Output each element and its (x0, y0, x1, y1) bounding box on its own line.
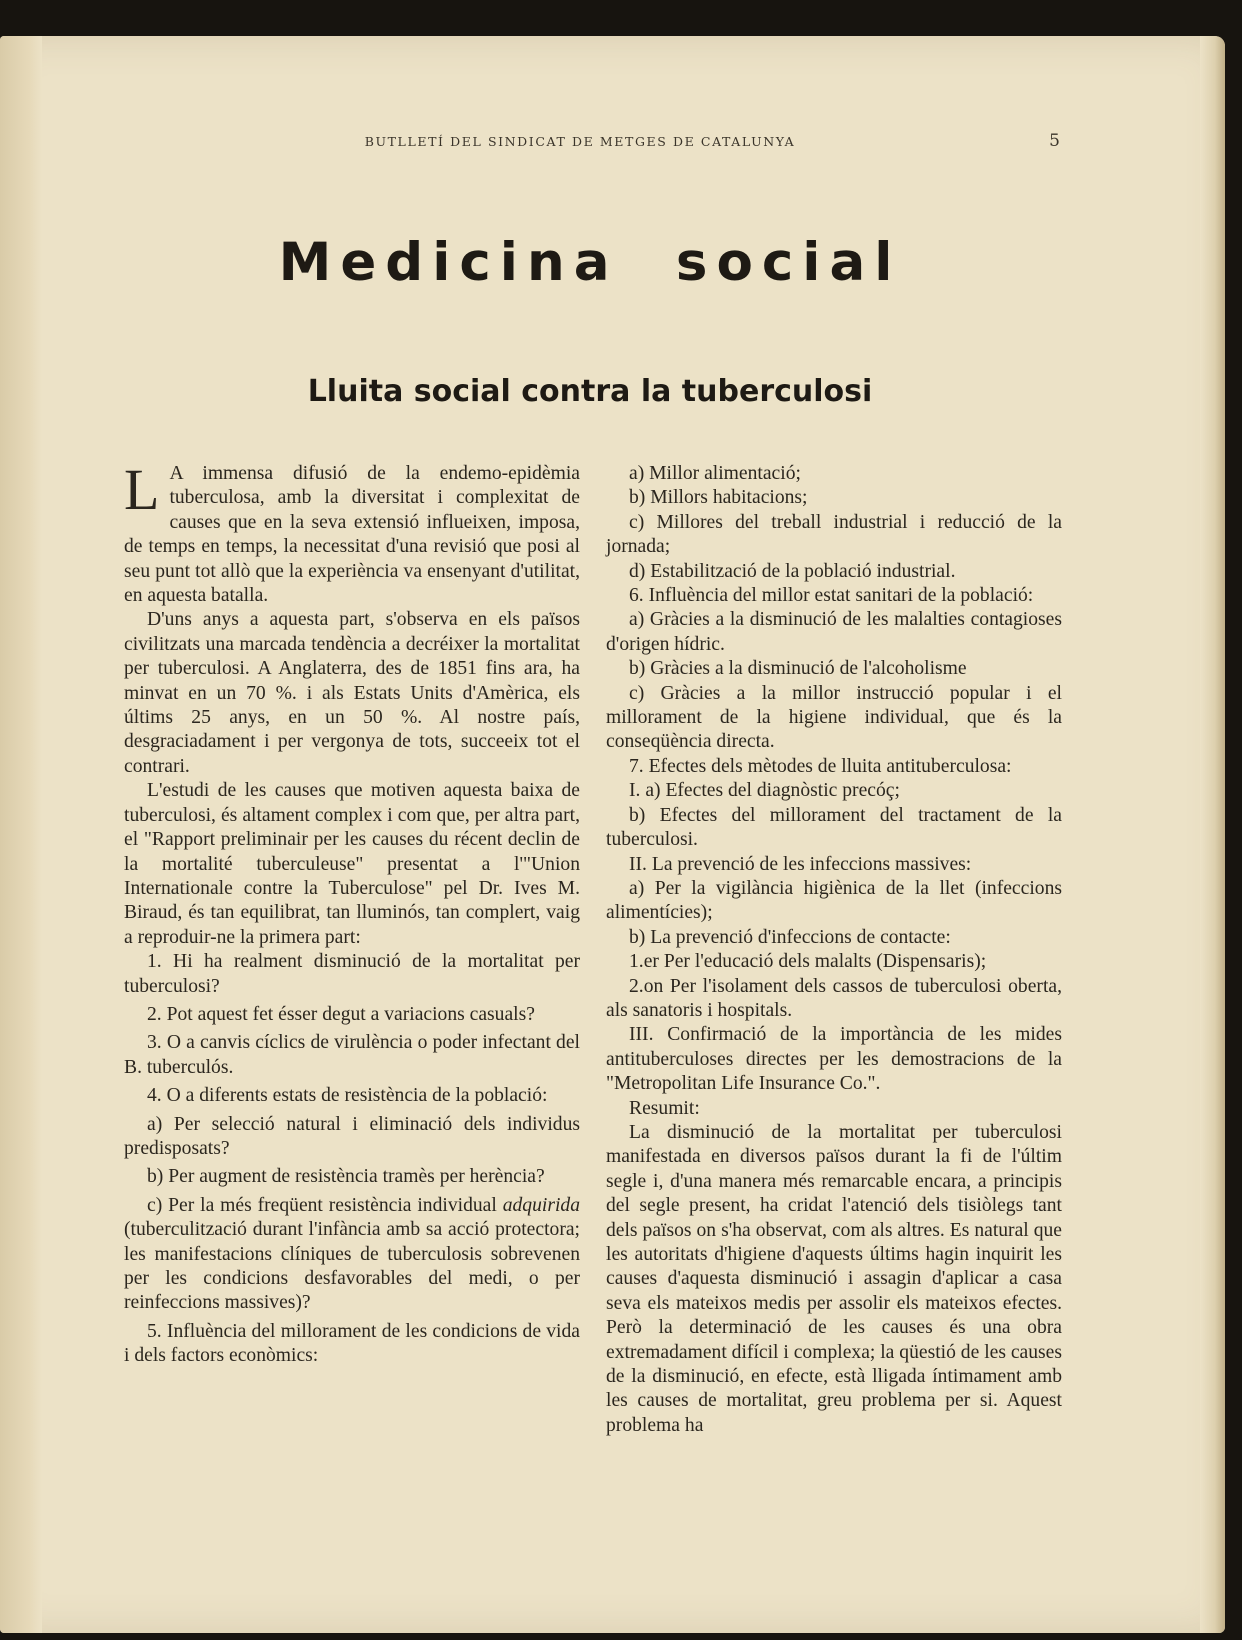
list-item: 6. Influència del millor estat sanitari de la població: (629, 585, 1034, 607)
paragraph: D'uns anys a aquesta part, s'observa en els països civilitzats una marcada tendència a decréixer la mortalitat per tuberculosi. A Anglaterra, des de 1851 fins ara, ha minvat en un 70 %. i als Estats Units d'Amèrica, els últims 25 anys, en un 50 %. Al nostre país, desgraciadament i per vergonya de tots, succeeix tot el contrari. (124, 609, 580, 777)
list-item-text: c) Per la més freqüent resistència individual (147, 1194, 503, 1216)
list-item: c) Gràcies a la millor instrucció popular i el millorament de la higiene individual, que és la conseqüència directa. (606, 682, 1062, 753)
list-item: b) Millors habitacions; (629, 487, 808, 509)
list-item: b) Per augment de resistència tramès per herència? (147, 1166, 545, 1188)
journal-page (0, 36, 1225, 1633)
list-item: 2. Pot aquest fet ésser degut a variacions casuals? (147, 1003, 535, 1025)
list-item: d) Estabilització de la població industrial. (629, 560, 956, 582)
paragraph: L'estudi de les causes que motiven aquesta baixa de tuberculosi, és altament complex i com que, per altra part, el "Rapport preliminair per les causes du récent declin de la mortalité tuberculeuse" presentat a l'"Union Internationale contre la Tuberculose" pel Dr. Ives M. Biraud, és tan equilibrat, tan lluminós, tan complert, vaig a reproduir-ne la primera part: (124, 780, 580, 948)
list-item: I. a) Efectes del diagnòstic precóç; (629, 780, 900, 802)
page-number: 5 (1049, 131, 1060, 151)
right-column (606, 462, 1062, 1438)
list-item: 7. Efectes dels mètodes de lluita antituberculosa: (629, 755, 1012, 777)
list-item: b) Efectes del millorament del tractament de la tuberculosi. (606, 804, 1062, 851)
subheading: Resumit: (629, 1097, 700, 1119)
list-item: 4. O a diferents estats de resistència de la població: (147, 1085, 548, 1107)
list-item: b) La prevenció d'infeccions de contacte: (629, 926, 951, 948)
list-item: 3. O a canvis cíclics de virulència o poder infectant del B. tuberculós. (124, 1032, 580, 1078)
section-title: Medicina social (278, 232, 902, 293)
list-item: 5. Influència del millorament de les condicions de vida i dels factors econòmics: (124, 1320, 580, 1367)
drop-cap: L (124, 457, 160, 522)
page-spine (0, 36, 42, 1633)
left-column (124, 457, 580, 1369)
page-edge (1200, 36, 1225, 1633)
list-item: b) Gràcies a la disminució de l'alcoholisme (629, 658, 967, 680)
list-item: 2.on Per l'isolament dels cassos de tuberculosi oberta, als sanatoris i hospitals. (606, 975, 1062, 1021)
list-item: a) Per selecció natural i eliminació dels individus predisposats? (124, 1113, 580, 1159)
list-item: a) Millor alimentació; (629, 463, 801, 484)
running-title: BUTLLETÍ DEL SINDICAT DE METGES DE CATALUNYA (364, 134, 796, 149)
list-item: III. Confirmació de la importància de les mides antituberculoses directes per les demostracions de la "Metropolitan Life Insurance Co.". (606, 1024, 1062, 1095)
italic-term: adquirida (502, 1194, 580, 1216)
list-item: c) Millores del treball industrial i reducció de la jornada; (606, 511, 1062, 558)
article-title: Lluita social contra la tuberculosi (307, 374, 873, 409)
list-item: 1.er Per l'educació dels malalts (Dispensaris); (629, 951, 987, 973)
list-item: 1. Hi ha realment disminució de la mortalitat per tuberculosi? (124, 951, 580, 997)
list-item (124, 1194, 580, 1316)
running-head (120, 131, 1060, 158)
list-item: a) Gràcies a la disminució de les malalties contagioses d'origen hídric. (606, 609, 1062, 655)
paragraph: La disminució de la mortalitat per tuberculosi manifestada en diversos països durant la fi de l'últim segle i, d'una manera més remarcable encara, a principis del segle present, ha cridat l'atenció dels tisiòlegs tant dels països on s'ha observat, com als altres. Es natural que les autoritats d'higiene d'aquests últims hagin inquirit les causes d'aquesta disminució i assagin d'aplicar a casa seva els mateixos medis per assolir els mateixos efectes. Però la determinació de les causes és una obra extremadament difícil i complexa; la qüestió de les causes de la disminució, en efecte, està lligada íntimament amb les causes de mortalitat, greu problema per si. Aquest problema ha (606, 1121, 1062, 1436)
list-item: II. La prevenció de les infeccions massives: (629, 853, 972, 875)
list-item: a) Per la vigilància higiènica de la llet (infeccions alimentícies); (606, 877, 1062, 924)
paragraph (124, 457, 580, 608)
paragraph-text: A immensa difusió de la endemo-epidèmia tuberculosa, amb la diversitat i complexitat de causes que en la seva extensió influeixen, imposa, de temps en temps, la necessitat d'una revisió que posi al seu punt tot allò que la experiència va ensenyant d'utilitat, en aquesta batalla. (124, 463, 580, 607)
list-item-text: (tuberculització durant l'infància amb sa acció protectora; les manifestacions clíniques de tuberculosis sobrevenen per les condicions desfavorables del medi, o per reinfeccions massives)? (124, 1219, 580, 1314)
